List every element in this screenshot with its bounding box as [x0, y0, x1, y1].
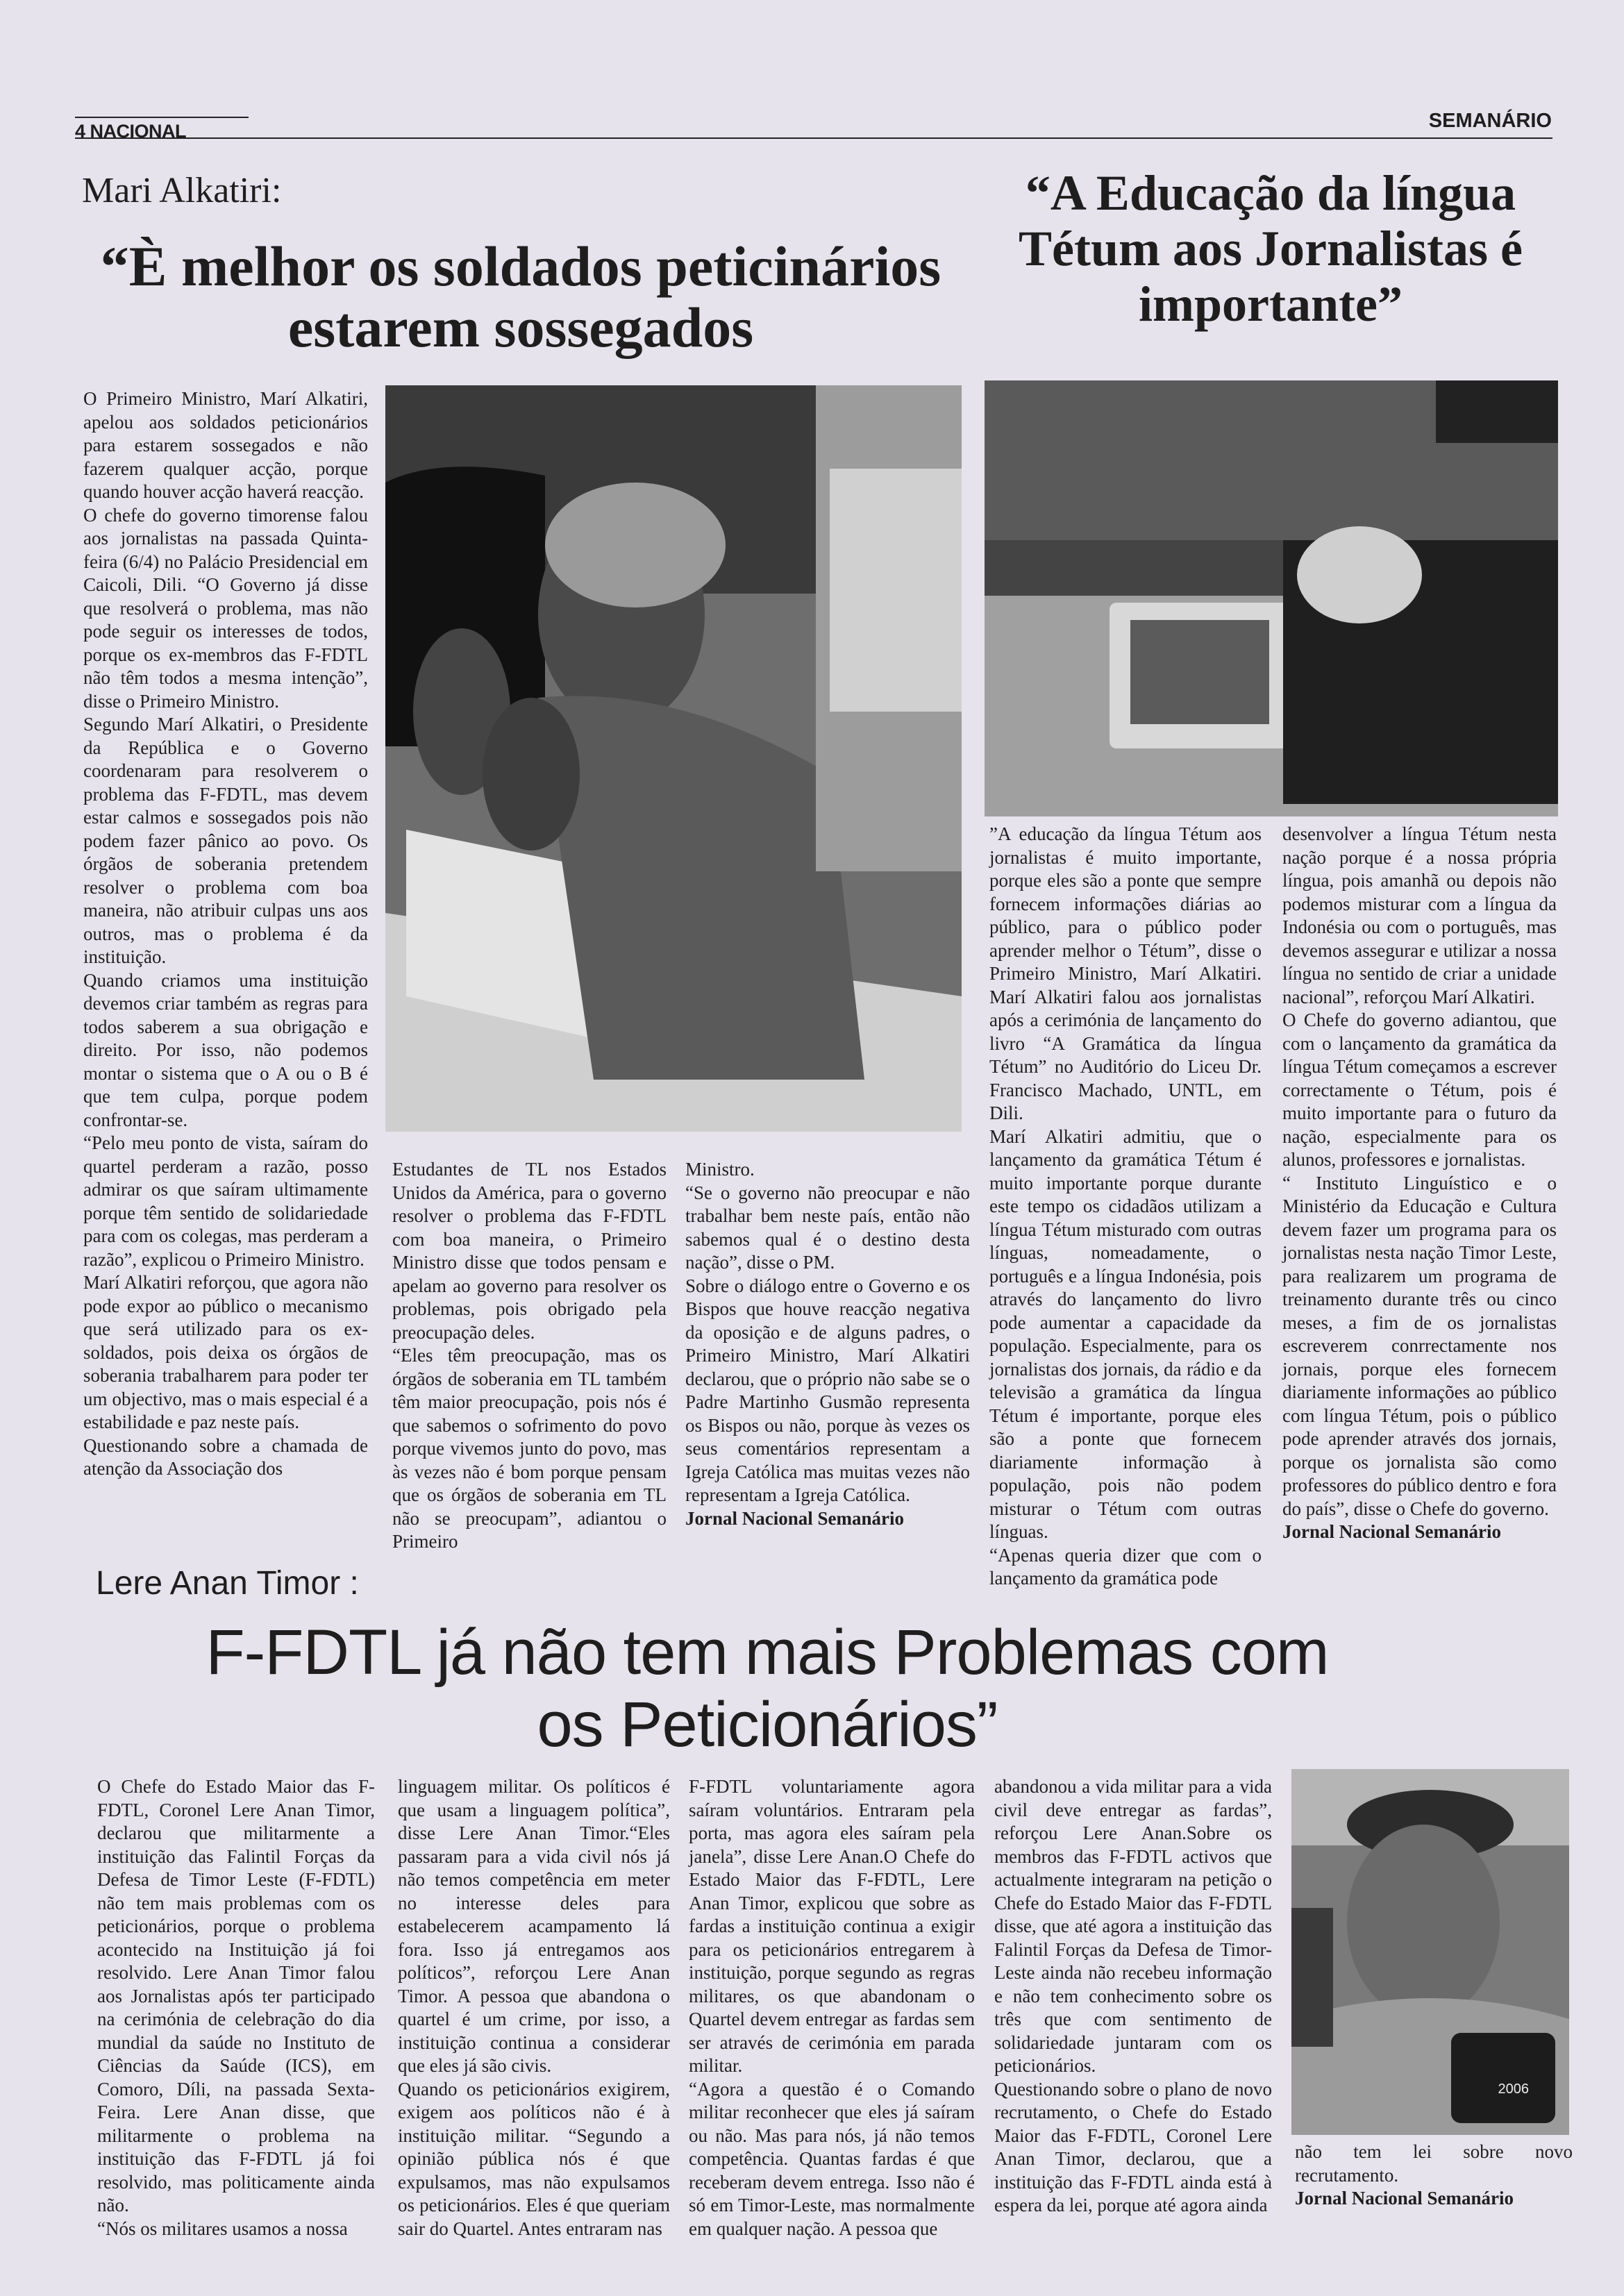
paragraph: “Se o governo não preocupar e não trabalhar bem neste país, então não sabemos qual é o destino desta nação”, disse o PM.: [685, 1182, 970, 1273]
paragraph: F-FDTL voluntariamente agora saíram voluntários. Entraram pela porta, mas agora eles saíram pela janela”, disse Lere Anan.O Chefe do Estado Maior das F-FDTL, Lere Anan Timor, explicou que sobre as fardas a instituição continua a exigir para os peticionários entregarem à instituição, porque segundo as regras militares, os que abandonam o Quartel devem entregar as fardas sem ser através de cerimónia em parada militar.: [689, 1776, 975, 2076]
article3-signature: Jornal Nacional Semanário: [1295, 2188, 1514, 2209]
paragraph: Marí Alkatiri reforçou, que agora não pode expor ao público o mecanismo que será utilizado para os ex-soldados, pois deixa os órgãos de soberania trabalharem para poder ter um objectivo, mas o mais especial é a estabilidade e paz neste país.: [83, 1272, 368, 1432]
paragraph: “Apenas queria dizer que com o lançamento da gramática pode: [989, 1544, 1262, 1589]
paragraph: Sobre o diálogo entre o Governo e os Bispos que houve reacção negativa da oposição e de alguns padres, o Primeiro Ministro, Marí Alkatiri declarou, que o próprio não sabe se o Padre Martinho Gusmão representa os Bispos ou não, porque às vezes os seus comentários representam a Igreja Católica mas muitas vezes não representam a Igreja Católica.: [685, 1275, 970, 1505]
paragraph: “Pelo meu ponto de vista, saíram do quartel perderam a razão, posso admirar os que saíram ultimamente porque têm sentido de solidariedade para com os colegas, mas perderam a razão”, explicou o Primeiro Ministro.: [83, 1132, 368, 1270]
article3-column-2: [398, 1775, 670, 2240]
paragraph: “ Instituto Linguístico e o Ministério da Educação e Cultura devem fazer um programa para os jornalistas nesta nação Timor Leste, para realizarem um programa de treinamento durante três ou cinco meses, a fim de os jornalistas escreverem conrrectamente nos jornais, porque eles fornecem diariamente informações ao público com língua Tétum, pois o público pode aprender através dos jornais, porque os jornalista são como professores do público dentro e fora do país”, disse o Chefe do governo.: [1282, 1172, 1557, 1519]
article3-kicker: Lere Anan Timor :: [96, 1565, 359, 1602]
article2-column-1: [989, 823, 1262, 1591]
paragraph: O Chefe do governo adiantou, que com o lançamento da gramática da língua Tétum começamos a escrever correctamente o Tétum, pois é muito importante para o futuro da nação, especialmente para os alunos, professores e jornalistas.: [1282, 1009, 1557, 1170]
paragraph: linguagem militar. Os políticos é que usam a linguagem política”, disse Lere Anan Timor.“Eles passaram para a vida civil nós já não temos competência em meter no interesse deles para estabelecerem acampamento lá fora. Isso já entregamos aos políticos”, reforçou Lere Anan Timor. A pessoa que abandona o quartel é um crime, por isso, a instituição continua a considerar que eles já são civis.: [398, 1776, 670, 2076]
page-section-label: 4 NACIONAL: [75, 117, 249, 142]
article1-headline: “È melhor os soldados peticinários estarem sossegados: [100, 235, 941, 359]
paragraph: Segundo Marí Alkatiri, o Presidente da República e o Governo coordenaram para resolverem o problema das F-FDTL, mas devem estar calmos e sossegados pois não podem fazer pânico ao povo. Os órgãos de soberania pretendem resolver o problema com boa maneira, não atribuir culpas uns aos outros, mas o problema é da instituição.: [83, 714, 368, 967]
article2-signature: Jornal Nacional Semanário: [1282, 1521, 1501, 1542]
paragraph: “Nós os militares usamos a nossa: [97, 2218, 348, 2239]
article3-column-4: [994, 1775, 1272, 2218]
paragraph: “Agora a questão é o Comando militar reconhecer que eles já saíram ou não. Mas para nós, já não temos competência. Quantas fardas é que receberam devem entrega. Isso não é só em Timor-Leste, mas normalmente em qualquer nação. A pessoa que: [689, 2078, 975, 2239]
paragraph: “Eles têm preocupação, mas os órgãos de soberania em TL também têm maior preocupação, pois nós é que sabemos o sofrimento do povo porque vivemos junto do povo, mas às vezes não é bom porque pensam que os órgãos de soberania em TL não se preocupam”, adiantou o Primeiro: [392, 1345, 667, 1552]
article1-kicker: Mari Alkatiri:: [82, 171, 282, 210]
paragraph: Ministro.: [685, 1159, 755, 1180]
paragraph: Estudantes de TL nos Estados Unidos da América, para o governo resolver o problema das F-FDTL com boa maneira, o Primeiro Ministro disse que todos pensam e apelam ao governo para resolver os problemas, pois obrigado pela preocupação deles.: [392, 1159, 667, 1343]
photo-date-stamp: 2006: [1498, 2081, 1529, 2097]
tetum-launch-photo: [985, 380, 1558, 816]
article3-column-3: [689, 1775, 975, 2240]
article3-column-1: [97, 1775, 375, 2240]
paragraph: Quando criamos uma instituição devemos criar também as regras para todos saberem a sua obrigação e direito. Por isso, não podemos montar o sistema que o A ou o B é que tem culpa, porque podem confrontar-se.: [83, 969, 368, 1130]
paragraph: desenvolver a língua Tétum nesta nação porque é a nossa própria língua, pois amanhã ou depois não podemos misturar com a língua da Indonésia ou com o português, mas devemos assegurar e utilizar a nossa língua no sentido de criar a unidade nacional”, reforçou Marí Alkatiri.: [1282, 823, 1557, 1007]
paragraph: ”A educação da língua Tétum aos jornalistas é muito importante, porque eles são a ponte que sempre fornecem informações diárias ao público, para o público poder aprender melhor o Tétum”, disse o Primeiro Ministro, Marí Alkatiri. Marí Alkatiri falou aos jornalistas após a cerimónia de lançamento do livro “A Gramática da língua Tétum” no Auditório do Liceu Dr. Francisco Machado, UNTL, em Dili.: [989, 823, 1262, 1123]
paragraph: abandonou a vida militar para a vida civil deve entregar as fardas”, reforçou Lere Anan.Sobre os membros das F-FDTL activos que actualmente integraram na petição o Chefe do Estado Maior das F-FDTL disse, que até agora a instituição das Falintil Forças da Defesa de Timor-Leste ainda não recebeu informação e não tem conhecimento sobre os três que com sentimento de solidariedade juntaram com os peticionários.: [994, 1776, 1272, 2076]
paragraph: O Primeiro Ministro, Marí Alkatiri, apelou aos soldados peticionários para estarem sossegados e não fazerem qualquer acção, porque quando houver acção haverá reacção.: [83, 388, 368, 502]
paragraph: Questionando sobre o plano de novo recrutamento, o Chefe do Estado Maior das F-FDTL, Coronel Lere Anan Timor, declarou, que a instituição das F-FDTL ainda está à espera da lei, porque até agora ainda: [994, 2078, 1272, 2215]
article1-column-3: [685, 1158, 970, 1530]
paragraph: O chefe do governo timorense falou aos jornalistas na passada Quinta-feira (6/4) no Palácio Presidencial em Caicoli, Dili. “O Governo já disse que resolverá o problema, mas não pode seguir os interesses de todos, porque os ex-membros das F-FDTL não têm todos a mesma intenção”, disse o Primeiro Ministro.: [83, 504, 368, 712]
publication-name: SEMANÁRIO: [1428, 110, 1552, 132]
paragraph: Quando os peticionários exigirem, exigem aos políticos não é à instituição militar. “Segundo a opinião pública nós é que expulsamos, mas não expulsamos os peticionários. Eles é que queriam sair do Quartel. Antes entraram nas: [398, 2078, 670, 2239]
header-rule: [75, 137, 1552, 139]
article2-column-2: [1282, 823, 1557, 1544]
paragraph: Questionando sobre a chamada de atenção da Associação dos: [83, 1434, 368, 1479]
article2-headline: “A Educação da língua Tétum aos Jornalistas é importante”: [1019, 165, 1523, 332]
paragraph: Marí Alkatiri admitiu, que o lançamento da gramática Tétum é muito importante porque durante este tempo os cidadãos utilizam a língua Tétum misturado com outras línguas, nomeadamente, o português e a língua Indonésia, pois através do lançamento do livro pode aumentar a capacidade da população. Especialmente, para os jornalistas dos jornais, da rádio e da televisão a gramática da língua Tétum é importante, porque eles são a ponte que fornecem diariamente informação à população, pois não podem misturar o Tétum com outras línguas.: [989, 1125, 1262, 1542]
paragraph: O Chefe do Estado Maior das F-FDTL, Coronel Lere Anan Timor, declarou que militarmente a instituição das Falintil Forças da Defesa de Timor Leste (F-FDTL) não tem mais problemas com os peticionários, porque o problema acontecido na Instituição já foi resolvido. Lere Anan Timor falou aos Jornalistas após ter participado na cerimónia de celebração do dia mundial da saúde no Instituto de Ciências da Saúde (ICS), em Comoro, Díli, na passada Sexta-Feira. Lere Anan disse, que militarmente o problema na instituição das F-FDTL já foi resolvido, mas politicamente ainda não.: [97, 1776, 375, 2215]
tetum-launch-photo-image: [985, 380, 1558, 816]
article1-signature: Jornal Nacional Semanário: [685, 1507, 904, 1529]
article3-column-5: [1295, 2140, 1573, 2211]
alkatiri-photo: [385, 385, 962, 1132]
article1-column-2: [392, 1158, 667, 1554]
alkatiri-photo-image: [385, 385, 962, 1132]
article3-headline: F-FDTL já não tem mais Problemas com os Peticionários”: [206, 1617, 1329, 1760]
paragraph: não tem lei sobre novo recrutamento.: [1295, 2141, 1573, 2186]
article1-column-1: [83, 387, 368, 1481]
lere-anan-photo-image: [1291, 1769, 1569, 2135]
lere-anan-photo: [1291, 1769, 1569, 2135]
